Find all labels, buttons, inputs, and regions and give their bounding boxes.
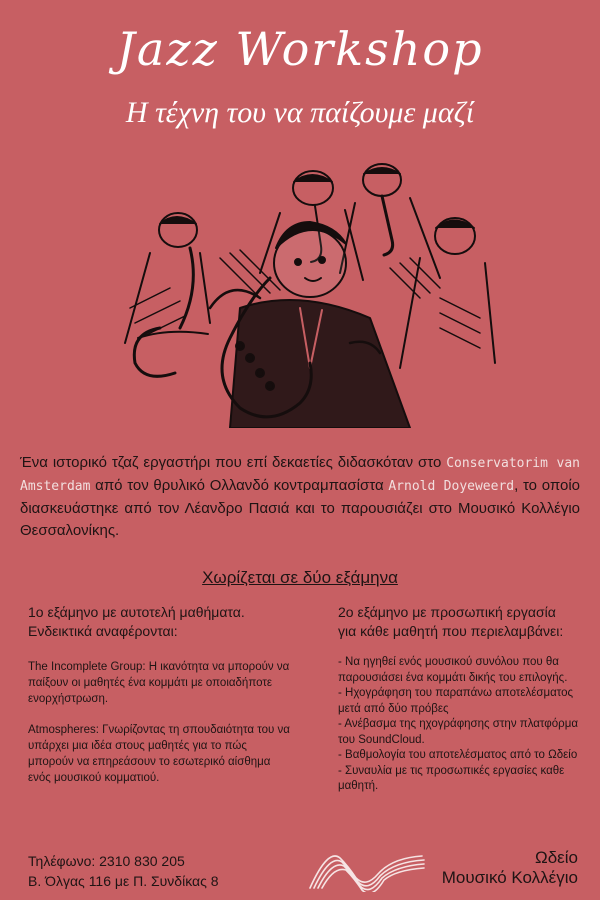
contact-address: Β. Όλγας 116 με Π. Συνδίκας 8 bbox=[28, 873, 219, 889]
second-semester-heading-line2: για κάθε μαθητή που περιελαμβάνει: bbox=[338, 623, 564, 639]
swoosh-wave-logo-icon bbox=[308, 842, 428, 892]
first-semester-heading-line2: Ενδεικτικά αναφέρονται: bbox=[28, 623, 178, 639]
logo-text-college: Μουσικό Κολλέγιο bbox=[441, 868, 578, 887]
first-semester-item-atmospheres: Atmospheres: Γνωρίζοντας τη σπουδαιότητα του να υπάρχει μια ιδέα στους μαθητές για το πώς μπορούν να επηρεάσουν το εσωτερικό αίσθημα ενός μουσικού κομματιού. bbox=[28, 724, 290, 784]
list-item: - Βαθμολογία του αποτελέσματος από το Ωδείο bbox=[338, 749, 578, 761]
list-item: - Ηχογράφηση του παραπάνω αποτελέσματος μετά από δύο πρόβες bbox=[338, 687, 574, 715]
intro-text-part2: από τον θρυλικό Ολλανδό κοντραμπασίστα bbox=[90, 477, 389, 494]
first-semester-item-incomplete-group: The Incomplete Group: Η ικανότητα να μπορούν να παίξουν οι μαθητές ένα κομμάτι με οποιαδήποτε ενορχήστρωση. bbox=[28, 661, 290, 705]
list-item: - Ανέβασμα της ηχογράφησης στην πλατφόρμα του SoundCloud. bbox=[338, 718, 578, 746]
second-semester-heading bbox=[338, 603, 588, 641]
second-semester-column bbox=[338, 603, 588, 795]
intro-paragraph bbox=[20, 452, 580, 542]
poster-subtitle: Η τέχνη του να παίζουμε μαζί bbox=[125, 96, 475, 129]
first-semester-column bbox=[28, 603, 290, 801]
contact-phone: Τηλέφωνο: 2310 830 205 bbox=[28, 853, 185, 869]
school-logo bbox=[308, 842, 578, 892]
contact-info bbox=[28, 851, 219, 891]
jazz-band-illustration bbox=[120, 158, 500, 428]
intro-teacher-name: Arnold Doyeweerd bbox=[388, 479, 515, 494]
second-semester-heading-line1: 2ο εξάμηνο με προσωπική εργασία bbox=[338, 604, 556, 620]
list-item: - Να ηγηθεί ενός μουσικού συνόλου που θα παρουσιάσει ένα κομμάτι δικής του επιλογής. bbox=[338, 656, 568, 684]
poster-title: Jazz Workshop bbox=[116, 22, 484, 76]
list-item: - Συναυλία με τις προσωπικές εργασίες καθε μαθητή. bbox=[338, 764, 565, 792]
logo-text-odeio: Ωδείο bbox=[535, 848, 578, 867]
second-semester-list bbox=[338, 655, 588, 795]
first-semester-heading-line1: 1ο εξάμηνο με αυτοτελή μαθήματα. bbox=[28, 604, 245, 620]
first-semester-heading bbox=[28, 603, 290, 641]
intro-text-part3: , το οποίο διασκευάστηκε από τον Λέανδρο Πασιά και το παρουσιάζει στο Μουσικό Κολλέγιο Θεσσαλονίκης. bbox=[20, 477, 580, 539]
intro-school-name: Conservatorim van Amsterdam bbox=[20, 456, 580, 494]
jazz-band-saxophone-icon bbox=[120, 158, 500, 428]
semesters-heading: Χωρίζεται σε δύο εξάμηνα bbox=[202, 568, 398, 587]
intro-text-part1: Ένα ιστορικό τζαζ εργαστήρι που επί δεκαετίες διδασκόταν στο bbox=[20, 454, 447, 471]
